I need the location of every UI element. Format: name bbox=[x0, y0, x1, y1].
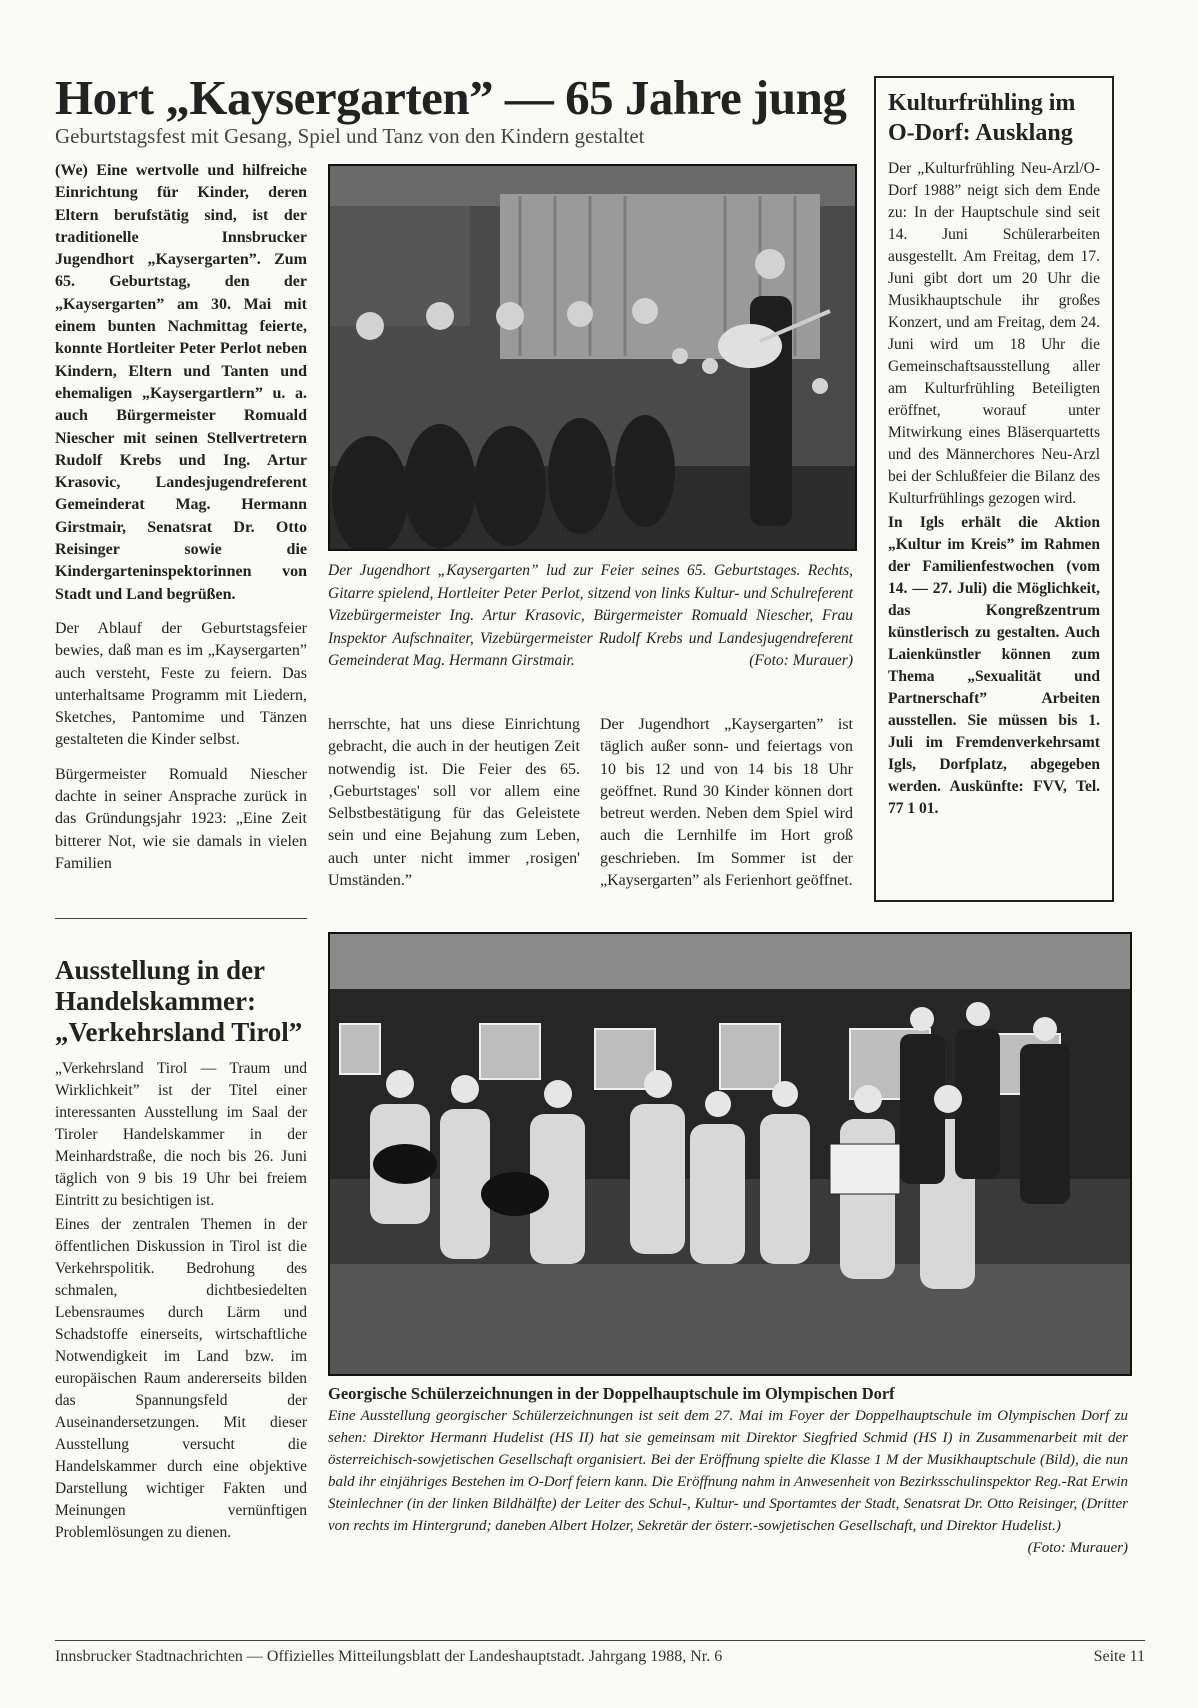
georgian-exhibition-photo bbox=[328, 932, 1132, 1376]
main-article-middle-column bbox=[328, 714, 580, 904]
article-headline: Hort „Kaysergarten” — 65 Jahre jung bbox=[55, 70, 847, 125]
article-paragraph: Der Ablauf der Geburtstagsfeier bewies, daß man es im „Kaysergarten” auch versteht, Feste zu feiern. Das unterhaltsame Programm mit Liedern, Sketches, Pantomime und Tänzen gestalteten die Kinder selbst. bbox=[55, 619, 307, 749]
georgian-caption-body: Eine Ausstellung georgischer Schülerzeichnungen ist seit dem 27. Mai im Foyer der Doppelhauptschule im Olympischen Dorf zu sehen: Direktor Hermann Hudelist (HS II) hat sie gemeinsam mit Direktor Siegfried Schmid (HS I) in Zusammenarbeit mit der österreichisch-sowjetischen Gesellschaft organisiert. Bei der Eröffnung spielte die Klasse 1 M der Musikhauptschule (Bild), die nun bald ihr einjähriges Bestehen im O-Dorf feiern kann. Die Eröffnung nahm in Anwesenheit von Bezirksschulinspektor Reg.-Rat Erwin Steinlechner (in der linken Bildhälfte) der Leiter des Schul-, Kultur- und Sportamtes der Stadt, Senatsrat Dr. Otto Reisinger, (Dritter von rechts im Hintergrund; daneben Albert Holzer, Sekretär der österr.-sowjetischen Gesellschaft, und Direktor Hudelist.) bbox=[328, 1408, 1128, 1534]
photo-illustration bbox=[330, 934, 1130, 1374]
kulturfruehling-body-container bbox=[888, 158, 1100, 820]
footer-divider bbox=[55, 1640, 1145, 1641]
main-article-left-column bbox=[55, 160, 307, 887]
photo-illustration bbox=[330, 166, 855, 549]
ausstellung-title: Ausstellung in der Handelskammer: „Verkehrsland Tirol” bbox=[55, 955, 303, 1047]
page-footer bbox=[55, 1648, 1145, 1666]
hort-photo-caption bbox=[328, 560, 853, 673]
article-lead: (We) Eine wertvolle und hilfreiche Einrichtung für Kinder, deren Eltern berufstätig sind, ist der traditionelle Innsbrucker Jugendhort „Kaysergarten”. Zum 65. Geburtstag, den der „Kaysergarten” am 30. Mai mit einem bunten Nachmittag feierte, konnte Hortleiter Peter Perlot neben Kindern, Eltern und Tanten und ehemaligen „Kaysergartlern” u. a. auch Bürgermeister Romuald Niescher mit seinen Stellvertretern Rudolf Krebs und Ing. Artur Krasovic, Landesjugendreferent Gemeinderat Mag. Hermann Girstmair, Senatsrat Dr. Otto Reisinger sowie die Kindergarteninspektorinnen von Stadt und Land begrüßen. bbox=[55, 162, 307, 603]
section-divider bbox=[55, 918, 307, 919]
page-number: Seite 11 bbox=[1093, 1648, 1145, 1665]
main-article-right-column bbox=[600, 714, 853, 904]
footer-masthead: Innsbrucker Stadtnachrichten — Offizielles Mitteilungsblatt der Landeshauptstadt. Jahrgang 1988, Nr. 6 bbox=[55, 1648, 723, 1665]
kulturfruehling-box bbox=[874, 76, 1114, 902]
ausstellung-paragraph: Eines der zentralen Themen in der öffentlichen Diskussion in Tirol ist die Verkehrspolitik. Bedrohung des schmalen, dichtbesiedelten Lebensraumes durch Lärm und Schadstoffe einerseits, wirtschaftliche Notwendigkeit im Land bzw. im europäischen Raum andererseits bilden das Spannungsfeld der Auseinandersetzungen. Mit dieser Ausstellung versucht die Handelskammer durch eine objektive Darstellung wichtiger Fakten und Meinungen vernünftigen Problemlösungen zu dienen. bbox=[55, 1216, 307, 1541]
hort-celebration-photo bbox=[328, 164, 857, 551]
kulturfruehling-igls: In Igls erhält die Aktion „Kultur im Kreis” im Rahmen der Familienfestwochen (vom 14. — 27. Juli) die Möglichkeit, das Kongreßzentrum künstlerisch zu gestalten. Auch Laienkünstler können zum Thema „Sexualität und Partnerschaft” Arbeiten ausstellen. Sie müssen bis 1. Juli im Fremdenverkehrsamt Igls, Dorfplatz, abgegeben werden. Auskünfte: FVV, Tel. 77 1 01. bbox=[888, 514, 1100, 817]
ausstellung-paragraph: „Verkehrsland Tirol — Traum und Wirklichkeit” ist der Titel einer interessanten Ausstellung im Saal der Tiroler Handelskammer in der Meinhardstraße, die noch bis 26. Juni täglich von 9 bis 19 Uhr bei freiem Eintritt zu besichtigen ist. bbox=[55, 1060, 307, 1209]
hort-photo-caption-text: Der Jugendhort „Kaysergarten” lud zur Feier seines 65. Geburtstages. Rechts, Gitarre spielend, Hortleiter Peter Perlot, sitzend von links Kultur- und Schulreferent Vizebürgermeister Ing. Artur Krasovic, Bürgermeister Romuald Niescher, Frau Inspektor Aufschnaiter, Vizebürgermeister Rudolf Krebs und Landesjugendreferent Gemeinderat Mag. Hermann Girstmair. bbox=[328, 562, 853, 669]
article-subheadline: Geburtstagsfest mit Gesang, Spiel und Tanz von den Kindern gestaltet bbox=[55, 124, 645, 148]
article-paragraph: Bürgermeister Romuald Niescher dachte in seiner Ansprache zurück in das Gründungsjahr 1923: „Eine Zeit bitterer Not, wie sie damals in vielen Familien bbox=[55, 765, 307, 872]
kulturfruehling-title: Kulturfrühling im O-Dorf: Ausklang bbox=[888, 90, 1076, 146]
georgian-caption-body-container bbox=[328, 1405, 1128, 1556]
kulturfruehling-body: Der „Kulturfrühling Neu-Arzl/O-Dorf 1988” neigt sich dem Ende zu: In der Hauptschule sind seit 14. Juni Schülerarbeiten ausgestellt. Am Freitag, dem 17. Juni gibt dort um 20 Uhr die Musikhauptschule ihr großes Konzert, und am Freitag, dem 24. Juni wird um 18 Uhr die Gemeinschaftsausstellung aller am Kulturfrühling Beteiligten eröffnet, worauf unter Mitwirkung eines Bläserquartetts und des Männerchores Neu-Arzl bei der Schlußfeier die Bilanz des Kulturfrühlings gezogen wird. bbox=[888, 160, 1100, 507]
georgian-photo-credit: (Foto: Murauer) bbox=[1027, 1540, 1128, 1556]
hort-photo-credit: (Foto: Murauer) bbox=[749, 652, 853, 669]
georgian-caption bbox=[328, 1382, 1128, 1559]
article-paragraph: Der Jugendhort „Kaysergarten” ist täglich außer sonn- und feiertags von 10 bis 12 und von 14 bis 18 Uhr geöffnet. Rund 30 Kinder können dort betreut werden. Neben dem Spiel wird auch die Lernhilfe im Hort groß geschrieben. Im Sommer ist der „Kaysergarten” als Ferienhort geöffnet. bbox=[600, 716, 853, 890]
article-paragraph: herrschte, hat uns diese Einrichtung gebracht, die auch in der heutigen Zeit notwendig ist. Die Feier des 65. ‚Geburtstages' soll vor allem eine Selbstbestätigung für das Geleistete sein und eine Bejahung zum Leben, auch unter nicht immer ‚rosigen' Umständen.” bbox=[328, 716, 580, 890]
georgian-caption-title: Georgische Schülerzeichnungen in der Doppelhauptschule im Olympischen Dorf bbox=[328, 1384, 895, 1403]
ausstellung-body bbox=[55, 1058, 307, 1544]
